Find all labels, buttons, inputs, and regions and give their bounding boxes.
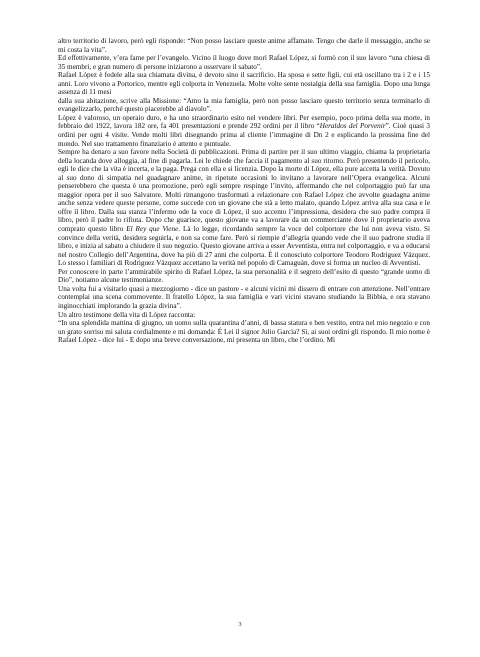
- text-run: . Là lo legge, ricordando sempre la voce del colportore che lui non aveva visto. Si convince della verità, desidera seguirla, e non sa come fare. Però si riempie d’allegria quando vede che il suo padrone studia il libro, e inizia al sabato a chiudere il suo negozio. Questo giovane arriva a esser Avventista, entra nel colportaggio, e va a educarsi nel nostro Collegio dell’Argentina, dove ha più di 27 anni che colporta. È il conosciuto colportore Teodoro Rodriguez Vázquez. Lo stesso i familiari di Rodriguez Vázquez accettano la verità nel popolo di Camaguán, dove si forma un nucleo di Avventisti.: [58, 225, 430, 268]
- text-run: dalla sua abitazione, scrive alla Missione: “Amo la mia famiglia, però non posso lasciare questo territorio senza terminarlo di evangelizzarlo, perché questo piacerebbe al diavolo”.: [58, 96, 430, 114]
- text-run: “In una splendida mattina di giugno, un uomo sulla quarantina d’anni, di bassa statura e ben vestito, entra nel mio negozio e con un grato sorriso mi saluta cordialmente e mi domanda: É Lei il signor Julio Garcìa? Sì, ai suoi ordini gli rispondo. Il mio nome è Rafael López - dice lui - E dopo una breve conversazione, mi presenta un libro, che l’ordino. Mi: [58, 319, 430, 345]
- text-run: Rafael López è fedele alla sua chiamata divina, è devoto sino il sacrificio. Ha sposa e sette figli, cui età oscillano tra i 2 e i 15 anni. Loro vivono a Portorico, mentre egli colporta in Venezuela. Molte volte sente nostalgia della sua famiglia. Dopo una lunga assenza di 11 mesi: [58, 71, 430, 97]
- text-run: López è valoroso, un operaio duro, e ha uno straordinario esito nel vendere libri. Per esempio, poco prima della sua morte, in febbraio del 1922, lavora 182 ore, fa 401 presentazioni e prende 292 ordini per il libro “: [58, 113, 430, 131]
- text-run: altro territorio di lavoro, però egli risponde: “Non posso lasciare queste anime affamate. Tengo che darle il messaggio, anche se mi costa la vita”.: [58, 37, 430, 54]
- paragraph: [58, 97, 430, 114]
- paragraph: [58, 285, 430, 311]
- paragraph: [58, 54, 430, 71]
- text-run: ”. Cioè quasi 3 ordini per ogni 4 visite. Vende molti libri disegnando prima al cliente l’immagine di Dn 2 e esplicando la prossima fine del mondo. Nel suo trattamento finanziario è attento e puntuale.: [58, 122, 430, 148]
- paragraph: [58, 311, 430, 320]
- paragraph: [58, 114, 430, 148]
- book-title-heraldos: Heraldos del Porvenir: [319, 122, 386, 131]
- page-number: 3: [238, 621, 242, 628]
- paragraph: [58, 71, 430, 97]
- text-run: Ed effettivamente, v’era fame per l’evangelo. Vicino il luogo dove morì Rafael López, si formò con il suo lavoro “una chiesa di 35 membri, e gran numero di persone iniziarono a osservare il sabato”.: [58, 54, 430, 71]
- text-run: Un altro testimone della vita di López racconta:: [58, 310, 196, 319]
- paragraph: [58, 148, 430, 268]
- text-run: Sempre ha denaro a suo favore nella Società di pubblicazioni. Prima di partire per il suo ultimo viaggio, chiama la proprietaria della locanda dove alloggia, al fine di pagarla. Lei le chiede che faccia il pagamento al suo ritorno. Però presentendo il pericolo, egli le dice che la vita è incerta, e la paga. Prega con ella e si licenzia. Dopo la morte di López, ella pure accetta la verità. Dovuto al suo dono di simpatia nel guadagnare anime, in ripetute occasioni lo invitano a lavorare nell’Opera evangelica. Alcuni penserebbero che questa è una promozione, però egli sempre respinge l’invito, affermando che nel colportaggio può far una maggior opera per il suo Salvatore. Molti rimangono trasformati a relazionare con Rafael López che avvolte guadagna anime anche senza vedere queste persone, come succede con un giovane che stà a letto malato, quando López arriva alla sua casa e le offre il libro. Dalla sua stanza l’infermo ode la voce di López, il suo accento l’impressiona, desidera che suo padre compra il libro, però il padre lo rifiuta. Dopo che guarisce, questo giovane va a lavorare da un commerciante dove il proprietario aveva comprato questo libro: [58, 148, 430, 234]
- body-text: [58, 37, 430, 345]
- paragraph: [58, 319, 430, 345]
- text-run: Una volta fui a visitarlo quasi a mezzogiorno - dice un pastore - e alcuni vicini mi dissero di entrare con attenzione. Nell’entrare contemplai una scena commovente. Il fratello López, la sua famiglia e vari vicini stavano studiando la Bibbia, e ora stavano inginocchiati implorando la grazia divina”.: [58, 284, 430, 310]
- book-title-el-rey: El Rey que Viene: [126, 225, 179, 234]
- paragraph: [58, 37, 430, 54]
- paragraph: [58, 268, 430, 285]
- text-run: Per conoscere in parte l’ammirabile spirito di Rafael López, la sua personalità e il segreto dell’esito di questo “grande uomo di Dio”, notiamo alcune testimonianze.: [58, 267, 430, 285]
